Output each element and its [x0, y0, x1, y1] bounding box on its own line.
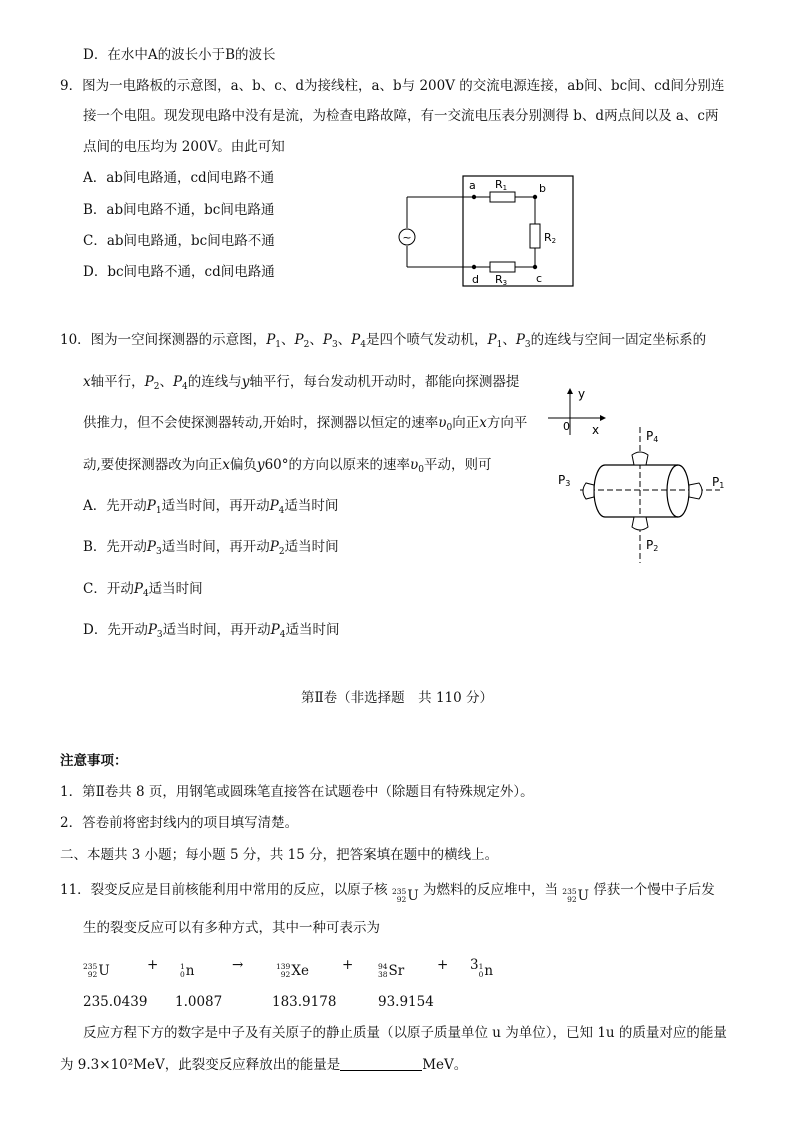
r3-label: R3 — [495, 273, 508, 287]
mass-strontium: 93.9154 — [378, 994, 434, 1010]
q9-stem-line2: 接一个电阻。现发现电路中没有是流，为检查电路故障，有一交流电压表分别测得 b、d两点间以及 a、c两 — [83, 108, 719, 124]
terminal-b-label: b — [539, 182, 546, 195]
reactant-uranium: 235 92 U — [83, 962, 110, 979]
notes-title: 注意事项： — [60, 753, 128, 769]
q11-stem-line1: 11．裂变反应是目前核能利用中常用的反应，以原子核 235 92 U 为燃料的反应堆中，当 235 92 U 俘获一个慢中子后发 — [60, 882, 715, 904]
terminal-d-label: d — [472, 273, 479, 286]
section-title: 第Ⅱ卷（非选择题 共 110 分） — [300, 690, 494, 706]
q11-stem-line3: 反应方程下方的数字是中子及有关原子的静止质量（以原子质量单位 u 为单位），已知 1u 的质量对应的能量 — [83, 1025, 727, 1041]
q10-option-a: A．先开动$P_1$适当时间，再开动$P_4$适当时间 — [83, 498, 339, 516]
r2-label: R2 — [544, 231, 557, 245]
p2-label: P2 — [646, 538, 659, 553]
terminal-c-label: c — [536, 272, 543, 285]
answer-blank[interactable] — [340, 1056, 422, 1071]
uranium-235-nuclide: 235 92 U — [391, 887, 419, 904]
reactant-neutron: 1 0 n — [180, 962, 195, 979]
q10-option-b: B．先开动$P_3$适当时间，再开动$P_2$适当时间 — [83, 539, 339, 557]
q9-stem-line1: 9．图为一电路板的示意图，a、b、c、d为接线柱，a、b与 200V 的交流电源连接，ab间、bc间、cd间分别连 — [60, 78, 725, 94]
q8-option-d: D．在水中A的波长小于B的波长 — [83, 47, 276, 63]
q9-stem-line3: 点间的电压均为 200V。由此可知 — [83, 139, 285, 155]
q9-option-b: B．ab间电路不通，bc间电路通 — [83, 202, 275, 218]
product-xenon: 139 92 Xe — [276, 962, 309, 979]
uranium-235-nuclide-2: 235 92 U — [562, 887, 590, 904]
product-strontium: 94 38 Sr — [378, 962, 405, 979]
space-probe-diagram — [550, 425, 740, 565]
plus-sign-2: + — [342, 957, 354, 973]
q10-option-d: D．先开动$P_3$适当时间，再开动$P_4$适当时间 — [83, 622, 340, 640]
q10-stem-line1: 10．图为一空间探测器的示意图，$P_1$、$P_2$、$P_3$、$P_4$是四个喷气发动机，$P_1$、$P_3$的连线与空间一固定坐标系的 — [60, 332, 707, 350]
ac-source-symbol: ~ — [402, 231, 412, 244]
mass-xenon: 183.9178 — [272, 994, 337, 1010]
q9-option-d: D．bc间电路不通，cd间电路通 — [83, 264, 275, 280]
q9-option-c: C．ab间电路通，bc间电路不通 — [83, 233, 275, 249]
note-1: 1．第Ⅱ卷共 8 页，用钢笔或圆珠笔直接答在试题卷中（除题目有特殊规定外）。 — [60, 784, 534, 800]
plus-sign-3: + — [437, 957, 449, 973]
q11-stem-line2: 生的裂变反应可以有多种方式，其中一种可表示为 — [83, 920, 380, 936]
q9-option-a: A．ab间电路通，cd间电路不通 — [83, 170, 275, 186]
part-two-heading: 二、本题共 3 小题；每小题 5 分，共 15 分，把答案填在题中的横线上。 — [60, 847, 499, 863]
q10-stem-line4: 动,要使探测器改为向正x偏负y60°的方向以原来的速率$\upsilon_0$平动，则可 — [83, 457, 492, 475]
p3-label: P3 — [558, 473, 571, 488]
plus-sign-1: + — [147, 957, 159, 973]
q11-stem-line4: 为 9.3×10²MeV，此裂变反应释放出的能量是 MeV。 — [60, 1057, 468, 1073]
terminal-a-label: a — [469, 179, 476, 192]
p4-label: P4 — [646, 429, 659, 444]
x-axis-label: x — [592, 423, 600, 437]
y-axis-label: y — [578, 387, 586, 401]
mass-neutron: 1.0087 — [175, 994, 223, 1010]
p1-label: P1 — [712, 475, 725, 490]
circuit-diagram — [395, 172, 580, 292]
note-2: 2．答卷前将密封线内的项目填写清楚。 — [60, 815, 299, 831]
product-three-neutrons: 3 1 0 n — [470, 957, 494, 979]
q10-stem-line3: 供推力，但不会使探测器转动,开始时，探测器以恒定的速率$\upsilon_0$向正x方向平 — [83, 415, 528, 433]
origin-label: 0 — [563, 420, 570, 433]
mass-uranium: 235.0439 — [83, 994, 148, 1010]
reaction-arrow: → — [232, 957, 244, 973]
r1-label: R1 — [495, 178, 508, 192]
q10-option-c: C．开动$P_4$适当时间 — [83, 581, 203, 599]
q10-stem-line2: x轴平行，$P_2$、$P_4$的连线与y轴平行，每台发动机开动时，都能向探测器提 — [83, 374, 520, 392]
